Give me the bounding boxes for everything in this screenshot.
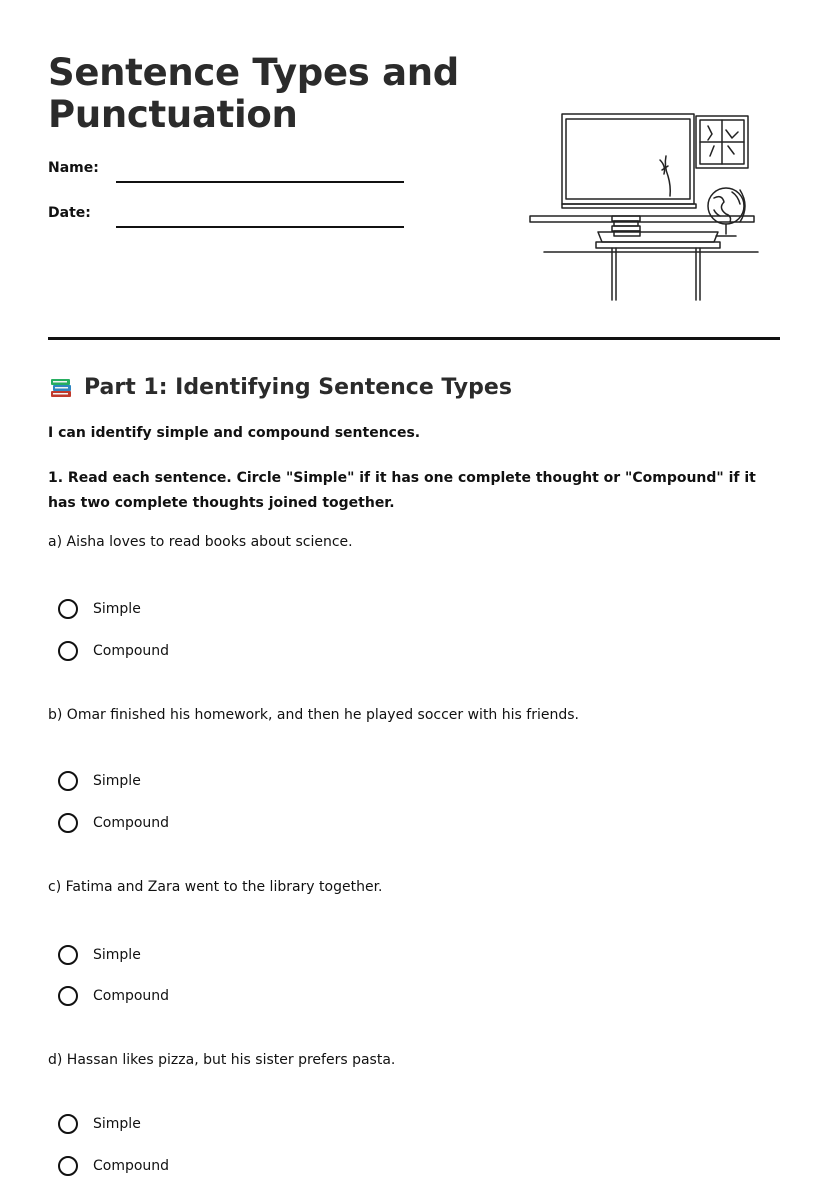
question-b-sentence: b) Omar finished his homework, and then he played soccer with his friends. xyxy=(48,707,579,723)
books-stack-icon xyxy=(612,216,640,236)
date-label: Date: xyxy=(48,205,91,221)
option-label: Compound xyxy=(93,1158,170,1174)
option-label: Simple xyxy=(93,601,141,617)
question-b-option-simple[interactable] xyxy=(58,769,141,793)
radio-circle-icon[interactable] xyxy=(58,813,78,833)
radio-circle-icon[interactable] xyxy=(58,945,78,965)
radio-circle-icon[interactable] xyxy=(58,771,78,791)
radio-circle-icon[interactable] xyxy=(58,1114,78,1134)
date-blank-line[interactable] xyxy=(116,226,404,228)
option-label: Compound xyxy=(93,988,170,1004)
page-title: Sentence Types and Punctuation xyxy=(48,51,459,136)
radio-circle-icon[interactable] xyxy=(58,986,78,1006)
option-label: Compound xyxy=(93,643,170,659)
question-d-option-compound[interactable] xyxy=(58,1154,169,1178)
option-label: Compound xyxy=(93,815,170,831)
option-label: Simple xyxy=(93,947,141,963)
question-a-option-simple[interactable] xyxy=(58,597,141,621)
chalkboard-icon xyxy=(562,114,696,208)
section-divider xyxy=(48,337,780,340)
name-field-row xyxy=(48,160,408,190)
radio-circle-icon[interactable] xyxy=(58,1156,78,1176)
question-a-sentence: a) Aisha loves to read books about science. xyxy=(48,534,353,550)
question-a-option-compound[interactable] xyxy=(58,639,169,663)
date-field-row xyxy=(48,205,408,235)
window-icon xyxy=(696,116,748,168)
classroom-illustration xyxy=(528,110,760,306)
learning-objective: I can identify simple and compound sentences. xyxy=(48,425,421,441)
question-instruction: 1. Read each sentence. Circle "Simple" if it has one complete thought or "Compound" if it has two complete thoughts joined together. xyxy=(48,470,756,511)
radio-circle-icon[interactable] xyxy=(58,641,78,661)
books-icon xyxy=(48,374,74,400)
question-b-option-compound[interactable] xyxy=(58,811,169,835)
globe-icon xyxy=(708,188,745,236)
question-c-option-simple[interactable] xyxy=(58,943,141,967)
question-c-option-compound[interactable] xyxy=(58,984,169,1008)
question-d-option-simple[interactable] xyxy=(58,1112,141,1136)
question-c-sentence: c) Fatima and Zara went to the library together. xyxy=(48,879,383,895)
option-label: Simple xyxy=(93,1116,141,1132)
option-label: Simple xyxy=(93,773,141,789)
radio-circle-icon[interactable] xyxy=(58,599,78,619)
part1-title: Part 1: Identifying Sentence Types xyxy=(84,374,512,400)
desk-icon xyxy=(544,232,758,300)
part1-heading xyxy=(48,374,512,400)
name-blank-line[interactable] xyxy=(116,181,404,183)
name-label: Name: xyxy=(48,160,99,176)
question-d-sentence: d) Hassan likes pizza, but his sister prefers pasta. xyxy=(48,1052,396,1068)
